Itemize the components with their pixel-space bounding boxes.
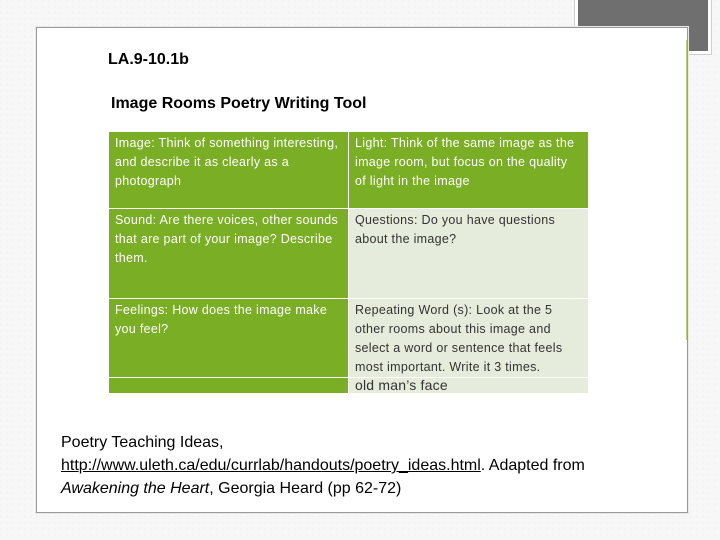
table-row	[109, 132, 589, 209]
footer-line1: Poetry Teaching Ideas,	[61, 434, 224, 451]
book-title: Awakening the Heart	[61, 480, 210, 497]
room-questions-cell: Questions: Do you have questions about the image?	[349, 209, 589, 299]
footer-after-link: . Adapted from	[480, 457, 585, 474]
empty-green-cell	[109, 378, 349, 394]
room-image-cell: Image: Think of something interesting, and describe it as clearly as a photograph	[109, 132, 349, 209]
poetry-ideas-link[interactable]: http://www.uleth.ca/edu/currlab/handouts/poetry_ideas.html	[61, 457, 481, 474]
footer-after-title: , Georgia Heard (pp 62-72)	[209, 480, 402, 497]
room-repeating-cell: Repeating Word (s): Look at the 5 other rooms about this image and select a word or sentence that feels most important. Write it 3 times.	[349, 299, 589, 378]
image-rooms-table	[108, 131, 589, 394]
caption-cell	[349, 378, 589, 394]
caption-text: old man’s face	[355, 377, 448, 393]
table-row	[109, 378, 589, 394]
room-sound-cell: Sound: Are there voices, other sounds that are part of your image? Describe them.	[109, 209, 349, 299]
room-feelings-cell: Feelings: How does the image make you feel?	[109, 299, 349, 378]
room-light-cell: Light: Think of the same image as the image room, but focus on the quality of light in the image	[349, 132, 589, 209]
standard-code: LA.9-10.1b	[108, 51, 189, 68]
tool-title: Image Rooms Poetry Writing Tool	[111, 95, 367, 112]
accent-line	[686, 40, 687, 340]
table-row	[109, 299, 589, 378]
table-row	[109, 209, 589, 299]
footer-citation	[61, 431, 681, 500]
